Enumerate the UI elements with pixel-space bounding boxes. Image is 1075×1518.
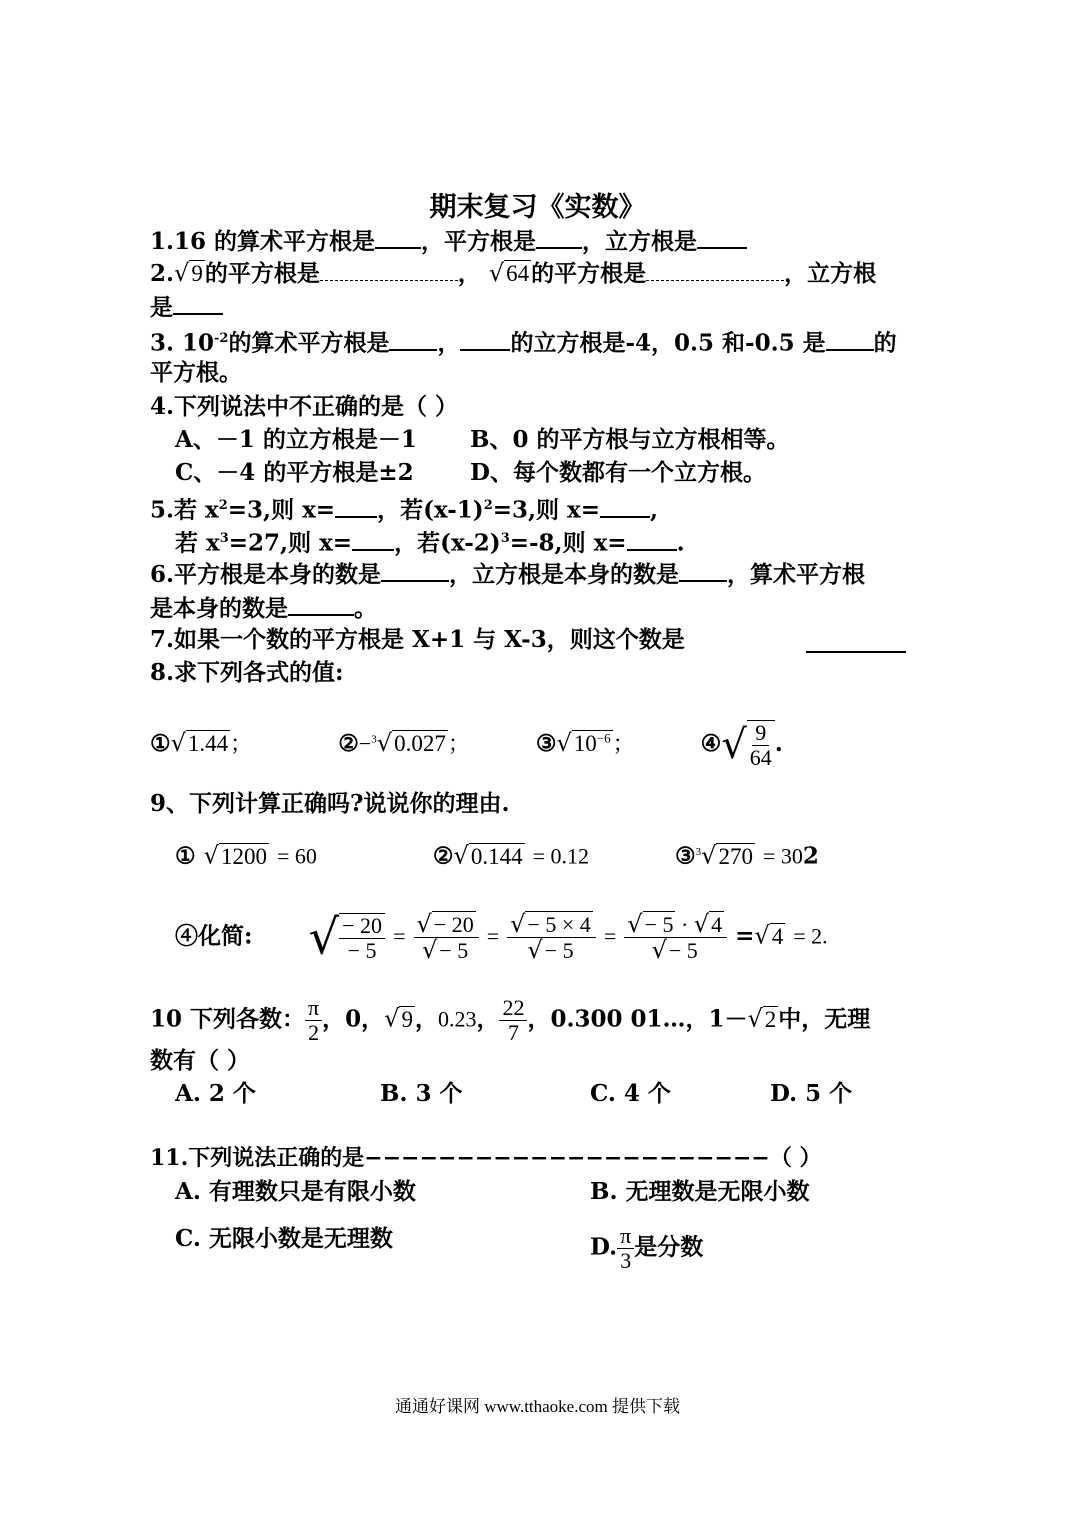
blank — [697, 225, 747, 249]
option-a: A、－1 的立方根是－1 — [175, 426, 417, 453]
blank — [352, 527, 394, 551]
blank — [646, 258, 784, 281]
question-3-cont: 平方根。 — [150, 359, 242, 386]
question-1: 1.16 的算术平方根是 ，平方根是 ，立方根是 — [150, 225, 747, 257]
option-a: A. 2 个 — [175, 1080, 256, 1107]
blank — [460, 327, 510, 351]
question-10-cont: 数有（ ） — [150, 1047, 251, 1074]
footer: 通通好课网 www.tthaoke.com 提供下载 — [394, 1397, 681, 1416]
blank — [335, 494, 377, 518]
question-11-stem: 11.下列说法正确的是−−−−−−−−−−−−−−−−−−−−−−（ ） — [150, 1145, 822, 1171]
question-6: 6.平方根是本身的数是 ，立方根是本身的数是 ，算术平方根 — [150, 558, 865, 590]
blank — [173, 291, 223, 315]
option-d: D. $\frac{\pi}{3}$ 是分数 — [590, 1223, 704, 1273]
blank — [389, 327, 437, 351]
question-10: 10 下列各数： $\frac{\pi}{2}$ ，0，√9，0.23， $\frac{22}{7}$ ，0.300 01…，1－√2中，无理 — [150, 995, 871, 1045]
question-9: 9、下列计算正确吗?说说你的理由. — [150, 790, 510, 817]
question-2-cont: 是 — [150, 291, 223, 323]
option-c: C. 无限小数是无理数 — [175, 1225, 393, 1252]
option-b: B. 无理数是无限小数 — [590, 1178, 810, 1205]
question-8: 8.求下列各式的值: — [150, 659, 344, 686]
question-5-line-2: 若 $x^3=27$,则 x= ，若$(x-2)^3=-8$,则 x= . — [175, 524, 685, 559]
question-7: 7.如果一个数的平方根是 X+1 与 X-3，则这个数是 — [150, 626, 685, 653]
answer-blank — [806, 651, 906, 653]
question-8-items: ①√1.44； ②−$^3$√0.027； $③√10^{-6}$； ④√ $\frac{9}{64}$ . — [150, 720, 783, 770]
blank — [536, 225, 582, 249]
blank — [826, 327, 874, 351]
question-6-cont: 是本身的数是 。 — [150, 592, 377, 624]
blank — [375, 225, 421, 249]
blank — [679, 558, 727, 582]
question-4-stem: 4.下列说法中不正确的是（ ） — [150, 393, 459, 420]
page-title: 期末复习《实数》 — [429, 192, 646, 223]
blank — [600, 494, 650, 518]
option-c: C、－4 的平方根是±2 — [175, 459, 414, 486]
question-2: 2.√9的平方根是 ， √64的平方根是 ，立方根 — [150, 259, 877, 287]
question-9-item-4: ④化简: √ $\frac{- 20}{- 5}$ = $\frac{√- 20}{√- 5}$ = $\frac{√- 5 \times 4}{√- 5}$ = $\frac{√- 5 \cdot √4}{√- 5}$ =√4 = 2. — [175, 909, 828, 966]
option-b: B、0 的平方根与立方根相等。 — [470, 426, 790, 453]
question-5-line-1: 5.若 $x^2=3$,则 x= ，若$(x-1)^2=3$,则 x= , — [150, 491, 658, 526]
blank — [288, 592, 354, 616]
option-b: B. 3 个 — [380, 1080, 463, 1107]
blank — [381, 558, 449, 582]
question-3: 3. $10^{-2}$的算术平方根是 ， 的立方根是-4，0.5 和-0.5 是 的 — [150, 324, 897, 359]
option-d: D、每个数都有一个立方根。 — [470, 459, 766, 486]
blank — [320, 258, 458, 281]
option-d: D. 5 个 — [770, 1080, 853, 1107]
blank — [627, 527, 677, 551]
option-a: A. 有理数只是有限小数 — [175, 1178, 416, 1205]
option-c: C. 4 个 — [590, 1080, 671, 1107]
question-9-items: ① √1200 = 60 ②√0.144 = 0.12 ③$^3$√270 = 302 — [175, 841, 819, 870]
